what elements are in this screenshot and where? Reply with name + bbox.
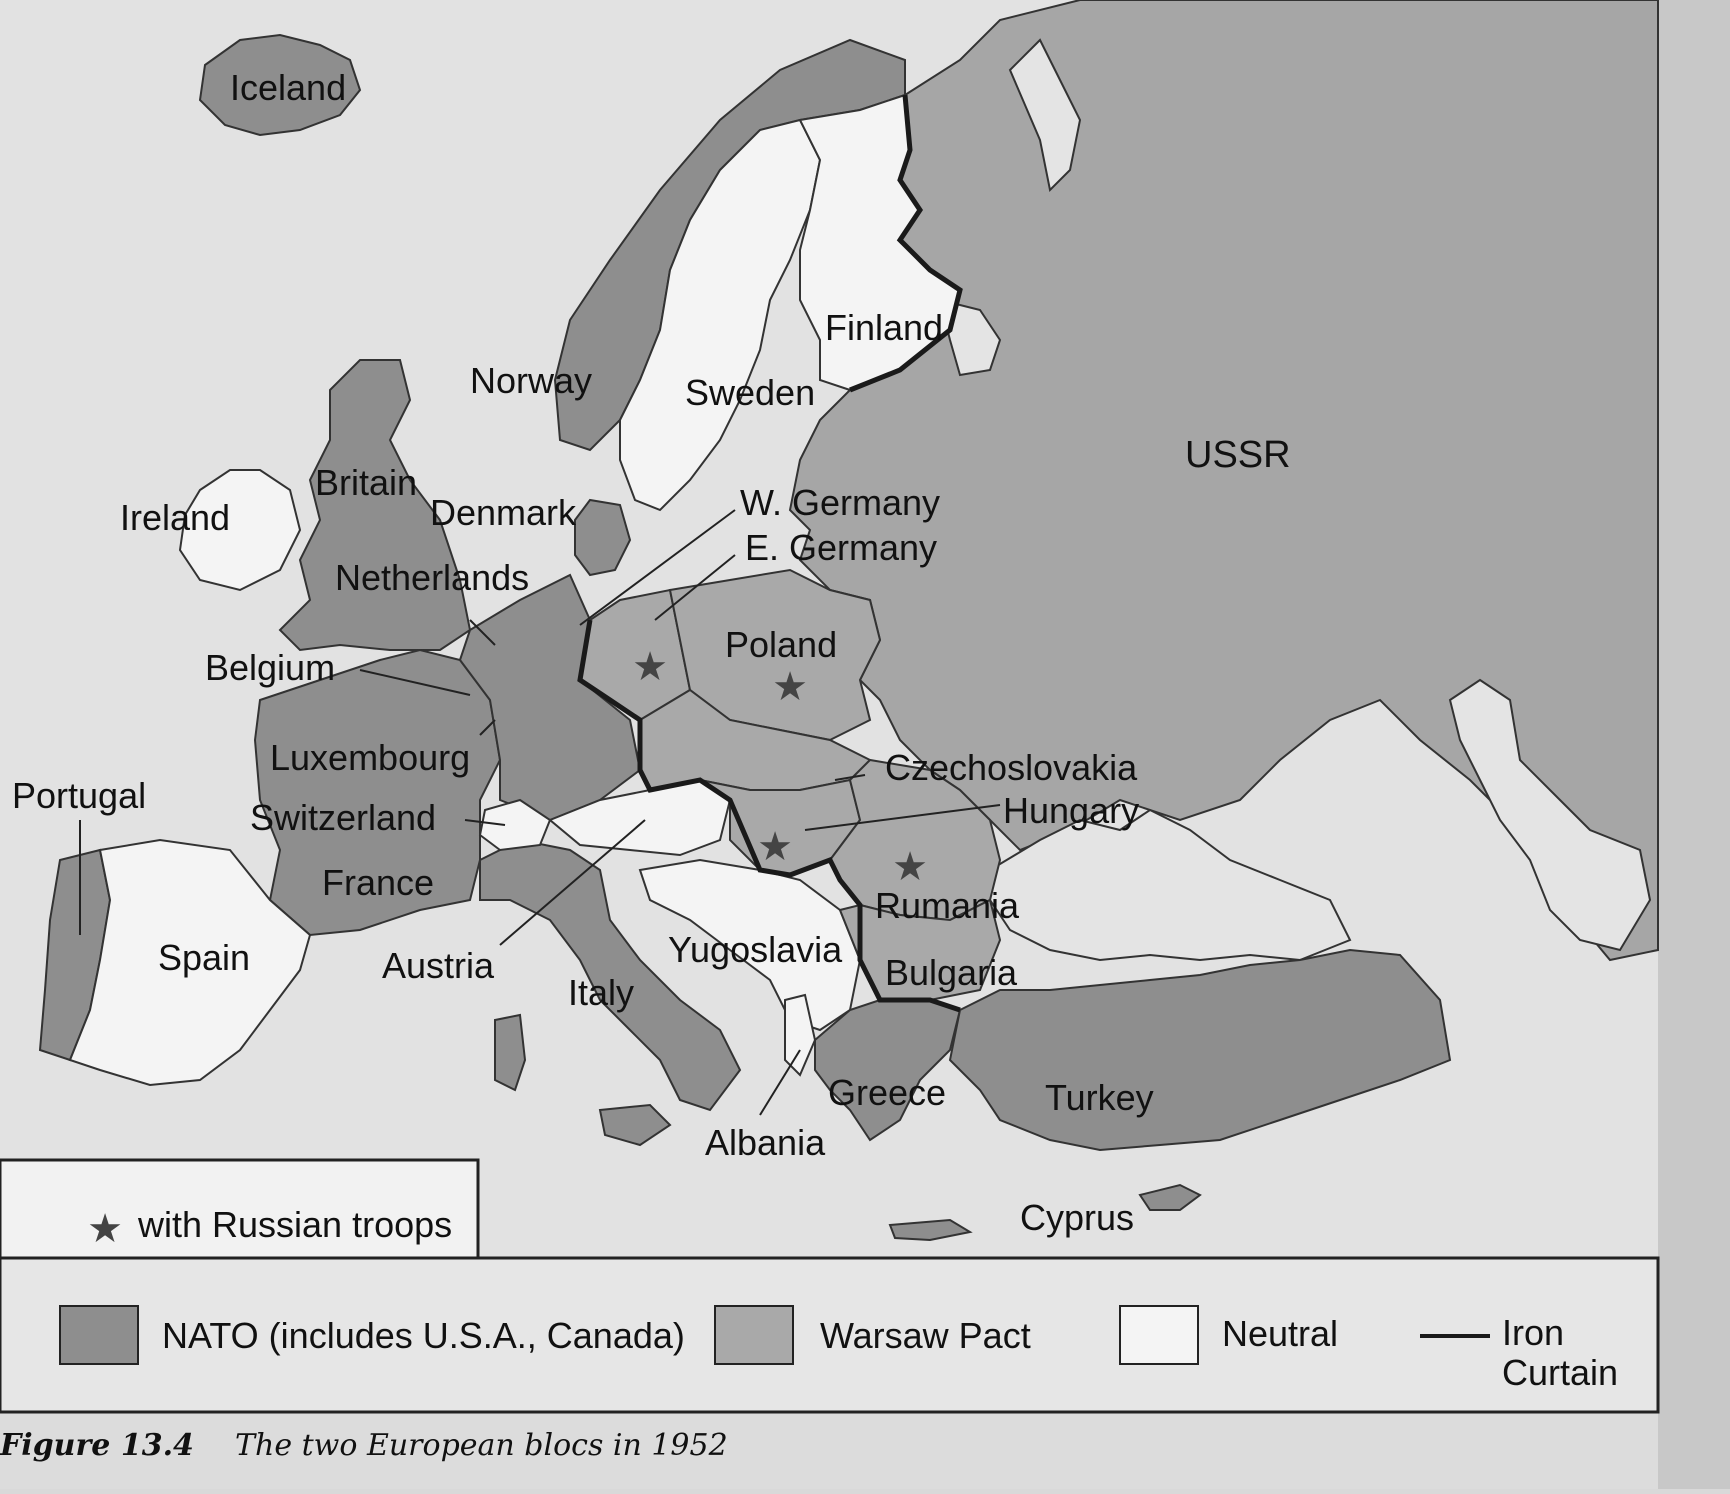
figure-number: Figure 13.4 (0, 1428, 194, 1463)
label-switzerland: Switzerland (250, 797, 437, 838)
page-edge (1658, 0, 1730, 1489)
label-netherlands: Netherlands (335, 557, 530, 598)
label-bulgaria: Bulgaria (885, 952, 1018, 993)
label-britain: Britain (315, 462, 418, 503)
label-turkey: Turkey (1045, 1077, 1154, 1118)
label-italy: Italy (568, 972, 635, 1013)
label-hungary: Hungary (1003, 790, 1140, 831)
label-denmark: Denmark (430, 492, 577, 533)
troop-star-rumania: ★ (892, 845, 928, 889)
legend-swatch-neutral (1120, 1306, 1198, 1364)
label-spain: Spain (158, 937, 251, 978)
label-albania: Albania (705, 1122, 826, 1163)
label-yugoslavia: Yugoslavia (668, 929, 843, 970)
label-luxembourg: Luxembourg (270, 737, 471, 778)
legend-label-nato: NATO (includes U.S.A., Canada) (162, 1315, 685, 1356)
troop-star-poland: ★ (772, 665, 808, 709)
legend-label-warsaw: Warsaw Pact (820, 1315, 1031, 1356)
label-ussr: USSR (1185, 434, 1291, 476)
label-portugal: Portugal (12, 775, 147, 816)
label-iceland: Iceland (230, 67, 347, 108)
label-france: France (322, 862, 435, 903)
label-ireland: Ireland (120, 497, 231, 538)
legend-swatch-warsaw (715, 1306, 793, 1364)
figure-caption (0, 1428, 728, 1463)
label-czechoslovakia: Czechoslovakia (885, 747, 1138, 788)
figure-title: The two European blocs in 1952 (235, 1428, 728, 1463)
troops-legend-star: ★ (87, 1207, 123, 1251)
label-rumania: Rumania (875, 885, 1020, 926)
legend-label-iron-curtain-1: Iron (1502, 1312, 1565, 1353)
label-w-germany: W. Germany (740, 482, 941, 523)
troops-legend-text: with Russian troops (138, 1204, 453, 1245)
label-finland: Finland (825, 307, 944, 348)
troop-star-e-germany: ★ (632, 645, 668, 689)
legend-swatch-nato (60, 1306, 138, 1364)
legend-label-neutral: Neutral (1222, 1313, 1339, 1354)
label-austria: Austria (382, 945, 495, 986)
troop-star-hungary: ★ (757, 825, 793, 869)
label-norway: Norway (470, 360, 593, 401)
label-e-germany: E. Germany (745, 527, 938, 568)
label-poland: Poland (725, 624, 838, 665)
label-sweden: Sweden (685, 372, 816, 413)
label-belgium: Belgium (205, 647, 336, 688)
label-greece: Greece (828, 1072, 947, 1113)
label-cyprus: Cyprus (1020, 1197, 1135, 1238)
legend-label-iron-curtain-2: Curtain (1502, 1352, 1619, 1393)
